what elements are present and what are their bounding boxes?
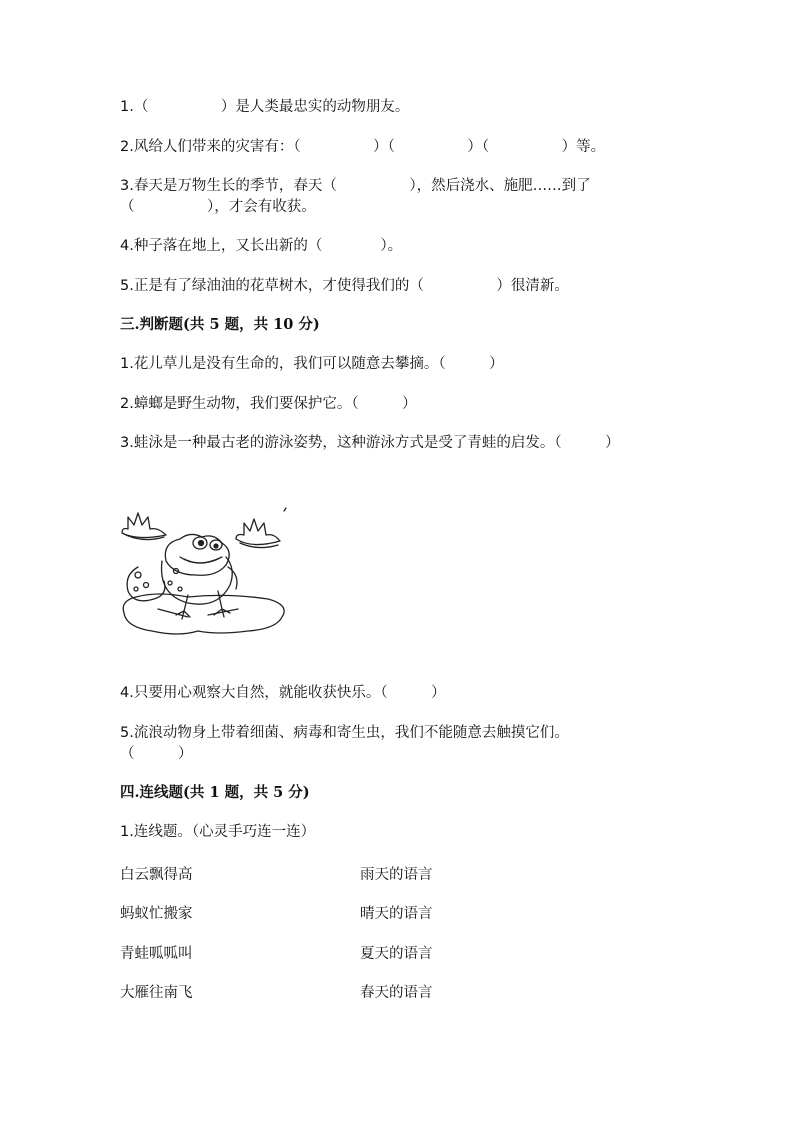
matching-question: 1.连线题。（心灵手巧连一连） <box>120 824 316 840</box>
judge-item-3: 3.蛙泳是一种最古老的游泳姿势，这种游泳方式是受了青蛙的启发。（ ） <box>120 435 620 451</box>
match-left-item-3: 青蛙呱呱叫 <box>120 946 193 962</box>
section4-heading: 四.连线题(共 1 题，共 5 分) <box>120 784 310 801</box>
fill-blank-2: 2.风给人们带来的灾害有：（ ）（ ）（ ）等。 <box>120 139 606 155</box>
judge-item-4: 4.只要用心观察大自然，就能收获快乐。（ ） <box>120 685 446 701</box>
section3-heading: 三.判断题(共 5 题，共 10 分) <box>120 316 320 333</box>
fill-blank-1: 1.（ ）是人类最忠实的动物朋友。 <box>120 99 410 115</box>
match-right-item-4: 春天的语言 <box>360 985 433 1001</box>
judge-item-5-line2: （ ） <box>120 746 193 762</box>
fill-blank-4: 4.种子落在地上，又长出新的（ ）。 <box>120 238 403 254</box>
match-right-item-3: 夏天的语言 <box>360 946 433 962</box>
match-right-item-2: 晴天的语言 <box>360 906 433 922</box>
judge-item-5-line1: 5.流浪动物身上带着细菌、病毒和寄生虫，我们不能随意去触摸它们。 <box>120 725 569 741</box>
fill-blank-3-line1: 3.春天是万物生长的季节，春天（ ），然后浇水、施肥……到了 <box>120 178 591 194</box>
fill-blank-5: 5.正是有了绿油油的花草树木，才使得我们的（ ）很清新。 <box>120 278 569 294</box>
judge-item-2: 2.蟑螂是野生动物，我们要保护它。（ ） <box>120 396 417 412</box>
judge-item-1: 1.花儿草儿是没有生命的，我们可以随意去攀摘。（ ） <box>120 356 504 372</box>
fill-blank-3-line2: （ ），才会有收获。 <box>120 199 316 215</box>
frog-on-lily-pad-illustration <box>118 505 290 640</box>
match-left-item-2: 蚂蚁忙搬家 <box>120 906 193 922</box>
match-left-item-4: 大雁往南飞 <box>120 985 193 1001</box>
match-left-item-1: 白云飘得高 <box>120 867 193 883</box>
match-right-item-1: 雨天的语言 <box>360 867 433 883</box>
